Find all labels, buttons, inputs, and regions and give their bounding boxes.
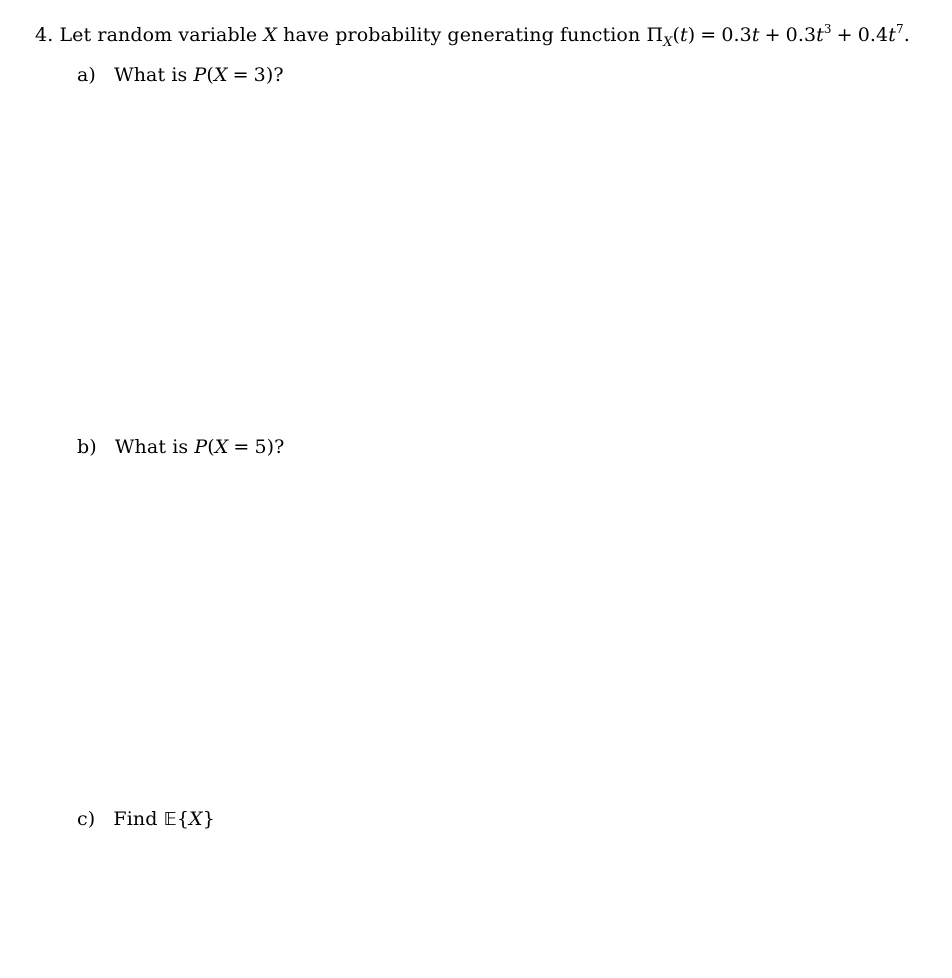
part-c-expectation: 𝔼	[163, 809, 177, 830]
equals-sign: =	[700, 24, 717, 46]
part-b-open: (	[207, 436, 215, 458]
part-c-x: X	[189, 808, 203, 830]
term1-var: t	[751, 24, 760, 46]
part-b-p: P	[194, 436, 208, 458]
part-b-text: What is	[114, 436, 189, 458]
term3-var: t	[888, 24, 896, 46]
pgf-arg-open: (	[672, 24, 681, 46]
term3-coef: 0.4	[857, 24, 889, 46]
part-b-expression	[194, 436, 284, 458]
pgf-subscript: X	[663, 35, 673, 50]
part-c-open: {	[176, 808, 190, 830]
part-c-expression	[164, 808, 215, 830]
problem-period: .	[903, 24, 910, 46]
part-c-text: Find	[113, 808, 158, 830]
term3-exponent: 7	[895, 22, 904, 36]
part-b	[77, 435, 284, 459]
part-a	[77, 63, 284, 87]
part-c-close: }	[202, 808, 215, 830]
part-c-label: c)	[77, 808, 96, 830]
term2-coef: 0.3	[785, 24, 817, 46]
pgf-expression	[646, 22, 910, 50]
problem-intro: Let random variable	[59, 24, 258, 46]
part-a-expression	[194, 64, 284, 86]
problem-number: 4.	[35, 24, 54, 46]
pgf-symbol: Π	[646, 24, 664, 46]
pgf-arg-close: )	[687, 24, 696, 46]
term2-exponent: 3	[823, 22, 832, 36]
term2-var: t	[816, 24, 824, 46]
part-b-close: )?	[266, 436, 285, 458]
term1-coef: 0.3	[721, 24, 752, 46]
part-c	[77, 807, 215, 832]
variable-x: X	[263, 24, 278, 46]
part-a-close: )?	[265, 64, 284, 86]
problem-text: have probability generating function	[283, 24, 641, 46]
part-a-x: X	[213, 64, 228, 86]
part-a-label: a)	[77, 64, 96, 86]
part-b-value: 5	[254, 436, 267, 458]
plus-sign-2: +	[836, 24, 853, 46]
part-a-text: What is	[114, 64, 188, 86]
problem-statement	[35, 23, 910, 50]
pgf-arg-var: t	[680, 24, 688, 46]
part-a-equals: =	[232, 64, 249, 86]
part-a-value: 3	[253, 64, 266, 86]
part-a-open: (	[206, 64, 214, 86]
part-a-p: P	[193, 64, 207, 86]
part-b-x: X	[214, 436, 229, 458]
part-b-label: b)	[77, 436, 97, 458]
part-b-equals: =	[233, 436, 250, 458]
plus-sign-1: +	[764, 24, 781, 46]
